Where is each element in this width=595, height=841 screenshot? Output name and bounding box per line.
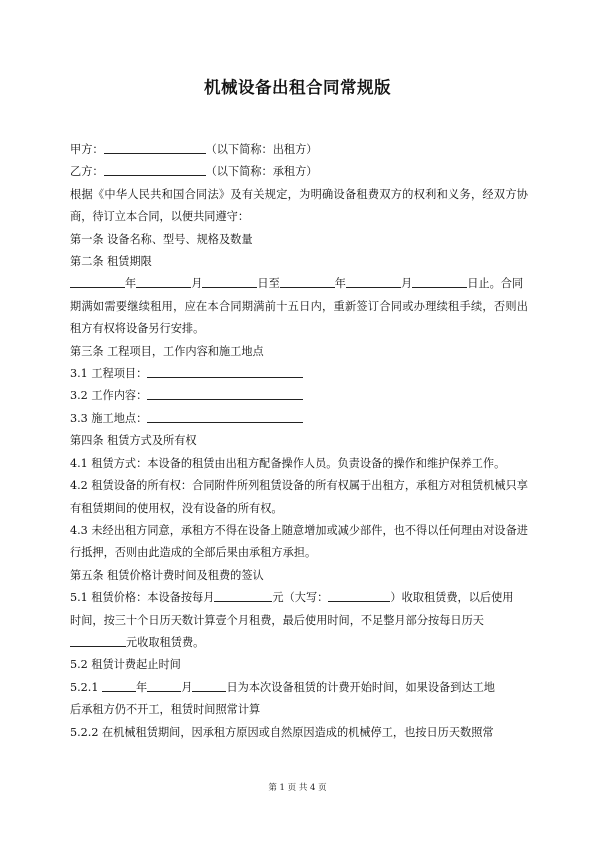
party-b-note: （以下简称：承租方） [205, 165, 318, 179]
party-b-line [70, 161, 528, 183]
site-label: 3.3 施工地点： [70, 411, 148, 425]
blank-field [104, 163, 206, 176]
clause-text: 日为本次设备租赁的计费开始时间，如果设备到达工地 [226, 680, 495, 694]
blank-field [147, 679, 181, 692]
blank-field [102, 679, 136, 692]
clause-text: ）收取租赁费，以后使用 [390, 591, 514, 605]
party-a-line [70, 139, 528, 161]
clause-4-3: 4.3 未经出租方同意，承租方不得在设备上随意增加或减少部件，也不得以任何理由对设备进行抵押，否则由此造成的全部后果由承租方承担。 [70, 523, 528, 560]
date-word: 月 [401, 277, 413, 291]
clause-4-2: 4.2 租赁设备的所有权：合同附件所列租赁设备的所有权属于出租方，承租方对租赁机械只享有租赁期间的使用权，没有设备的所有权。 [70, 479, 528, 515]
article-3-heading: 第三条 工程项目，工作内容和施工地点 [70, 344, 264, 358]
work-content-label: 3.2 工作内容： [70, 389, 148, 403]
date-word: 年 [125, 277, 137, 291]
project-item [70, 363, 528, 385]
blank-field [147, 410, 303, 423]
date-word: 年 [136, 680, 148, 694]
blank-field [280, 275, 335, 288]
clause-text: 元收取租赁费。 [126, 635, 205, 649]
preamble: 根据《中华人民共和国合同法》及有关规定，为明确设备租费双方的权利和义务，经双方协商，待订立本合同，以便共同遵守： [70, 187, 528, 224]
blank-field [192, 679, 226, 692]
work-content-item [70, 385, 528, 407]
blank-field [147, 387, 303, 400]
document-body [70, 139, 528, 744]
party-a-note: （以下简称：出租方） [205, 143, 318, 156]
blank-field [147, 365, 303, 378]
article-5-heading: 第五条 租赁价格计费时间及租费的签认 [70, 568, 264, 582]
blank-field [412, 275, 467, 288]
page-footer: 第 1 页 共 4 页 [268, 783, 327, 793]
party-b-label: 乙方： [70, 165, 104, 179]
blank-field [202, 275, 257, 288]
article-4-heading: 第四条 租赁方式及所有权 [70, 434, 197, 448]
article-2-heading: 第二条 租赁期限 [70, 255, 152, 269]
blank-field [346, 275, 401, 288]
clause-4-1: 4.1 租赁方式：本设备的租赁由出租方配备操作人员。负责设备的操作和维护保养工作。 [70, 456, 506, 470]
clause-5-1-line2: 时间，按三十个日历天数计算壹个月租费，最后使用时间，不足整月部分按每日历天 [70, 613, 484, 627]
clause-text: 5.1 租赁价格：本设备按每月 [70, 591, 215, 605]
blank-field [136, 275, 191, 288]
document-title: 机械设备出租合同常规版 [204, 78, 391, 97]
clause-5-1-line3 [70, 632, 528, 654]
date-word: 日至 [257, 277, 280, 291]
clause-text: 元（大写： [272, 591, 329, 605]
date-word: 年 [334, 277, 346, 291]
blank-field [70, 275, 125, 288]
party-a-label: 甲方： [70, 143, 104, 156]
date-word: 月 [181, 680, 193, 694]
blank-field [70, 634, 126, 647]
project-label: 3.1 工程项目： [70, 367, 148, 381]
blank-field [214, 589, 272, 602]
clause-5-1-line1 [70, 587, 528, 609]
article-1-heading: 第一条 设备名称、型号、规格及数量 [70, 232, 253, 246]
clause-number: 5.2.1 [70, 680, 99, 694]
date-word: 月 [191, 277, 203, 291]
clause-5-2-1-line1 [70, 677, 528, 699]
date-word: 日止。合同 [467, 277, 524, 291]
lease-period-line [70, 273, 528, 295]
blank-field [328, 589, 390, 602]
clause-5-2: 5.2 租赁计费起止时间 [70, 658, 181, 672]
site-item [70, 408, 528, 430]
article-2-text: 期满如需要继续租用，应在本合同期满前十五日内，重新签订合同或办理续租手续，否则出租方有权将设备另行安排。 [70, 299, 528, 336]
blank-field [104, 141, 206, 154]
clause-5-2-2: 5.2.2 在机械租赁期间，因承租方原因或自然原因造成的机械停工，也按日历天数照常 [70, 725, 494, 739]
clause-5-2-1-line2: 后承租方仍不开工，租赁时间照常计算 [70, 703, 261, 717]
